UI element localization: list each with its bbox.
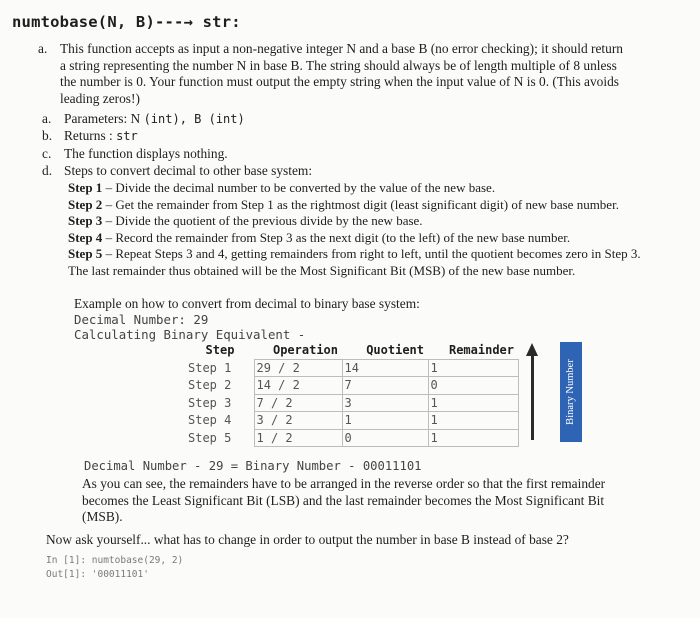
table-cell: 7 — [342, 377, 428, 395]
table-cell: 3 / 2 — [254, 412, 342, 430]
table-cell: Step 2 — [188, 378, 232, 392]
table-header: Quotient — [366, 343, 424, 357]
table-header: Operation — [272, 343, 338, 357]
table-cell: 1 — [428, 429, 518, 447]
step-item: Step 2 – Get the remainder from Step 1 as the rightmost digit (least significant digit) of new base number. — [68, 196, 619, 212]
item-a-label: a. — [38, 41, 48, 56]
step-item: Step 1 – Divide the decimal number to be converted by the value of the new base. — [68, 180, 496, 195]
up-arrow-shaft — [531, 356, 534, 440]
up-arrow-icon — [526, 343, 538, 356]
example-heading: Example on how to convert from decimal to binary base system: — [74, 296, 420, 311]
table-cell: 3 — [342, 394, 428, 412]
table-cell: 1 — [428, 394, 518, 412]
table-cell: 1 / 2 — [254, 429, 342, 447]
displays-line: The function displays nothing. — [64, 146, 228, 161]
description-line: a string representing the number N in base B. The string should always be of length multiple of 8 unless — [60, 57, 617, 73]
returns-text: Returns : — [64, 128, 117, 143]
question-line: Now ask yourself... what has to change in order to output the number in base B instead of base 2? — [46, 532, 569, 547]
sub-item-label: a. — [42, 111, 52, 126]
parameters-line — [64, 111, 245, 128]
sub-item-label: c. — [42, 146, 52, 161]
binary-number-label: Binary Number — [564, 359, 576, 425]
table-cell: 1 — [428, 412, 518, 430]
table-cell: 14 / 2 — [254, 377, 342, 395]
table-cell: Step 1 — [188, 360, 232, 375]
table-cell: 14 — [342, 359, 428, 377]
table-row — [186, 359, 518, 377]
table-cell: 29 / 2 — [254, 359, 342, 377]
explanation-line: As you can see, the remainders have to be arranged in the reverse order so that the first remainder — [82, 476, 606, 491]
parameters-types: (int), B (int) — [143, 112, 245, 126]
parameters-text: Parameters: N — [64, 111, 144, 126]
table-row — [186, 429, 518, 447]
explanation-paragraph — [82, 476, 682, 526]
step-item: Step 3 – Divide the quotient of the previous divide by the new base. — [68, 213, 423, 229]
last-remainder-note: The last remainder thus obtained will be the Most Significant Bit (MSB) of the new base number. — [68, 262, 576, 278]
binary-number-box — [560, 342, 582, 442]
result-line: Decimal Number - 29 = Binary Number - 00011101 — [84, 459, 422, 473]
decimal-number-line: Decimal Number: 29 — [74, 312, 209, 327]
description-paragraph — [60, 41, 696, 107]
description-line: This function accepts as input a non-negative integer N and a base B (no error checking); it should return — [60, 41, 623, 56]
explanation-line: becomes the Least Significant Bit (LSB) and the last remainder becomes the Most Significant Bit — [82, 492, 605, 508]
description-line: the number is 0. Your function must output the empty string when the input value of N is 0. (This avoids — [60, 74, 620, 89]
table-cell: 7 / 2 — [254, 394, 342, 412]
steps-heading: Steps to convert decimal to other base system: — [64, 163, 313, 178]
binary-conversion-table — [186, 342, 519, 447]
returns-type: str — [116, 129, 138, 143]
table-row — [186, 377, 518, 395]
table-row — [186, 412, 518, 430]
code-input-line: In [1]: numtobase(29, 2) — [46, 555, 184, 566]
explanation-line: (MSB). — [82, 509, 123, 524]
function-title: numtobase(N, B)---→ str: — [12, 13, 241, 31]
table-header: Step — [205, 343, 235, 358]
table-header: Remainder — [448, 343, 514, 357]
table-cell: 1 — [342, 412, 428, 430]
table-cell: 1 — [428, 359, 518, 377]
table-cell: 0 — [342, 429, 428, 447]
steps-list — [68, 180, 641, 280]
returns-line — [64, 128, 138, 145]
table-header-row — [186, 342, 518, 359]
table-cell: Step 3 — [188, 395, 232, 410]
description-line: leading zeros!) — [60, 90, 140, 106]
calculating-line: Calculating Binary Equivalent - — [74, 327, 306, 342]
sub-item-label: d. — [42, 163, 53, 178]
code-output-line: Out[1]: '00011101' — [46, 569, 149, 580]
table-cell: 0 — [428, 377, 518, 395]
sub-item-label: b. — [42, 128, 53, 143]
table-row — [186, 394, 518, 412]
step-item: Step 4 – Record the remainder from Step 3 as the next digit (to the left) of the new base number. — [68, 229, 571, 245]
table-cell: Step 5 — [188, 430, 232, 445]
step-item: Step 5 – Repeat Steps 3 and 4, getting remainders from right to left, until the quotient becomes zero in Step 3. — [68, 246, 641, 262]
table-cell: Step 4 — [188, 413, 232, 427]
